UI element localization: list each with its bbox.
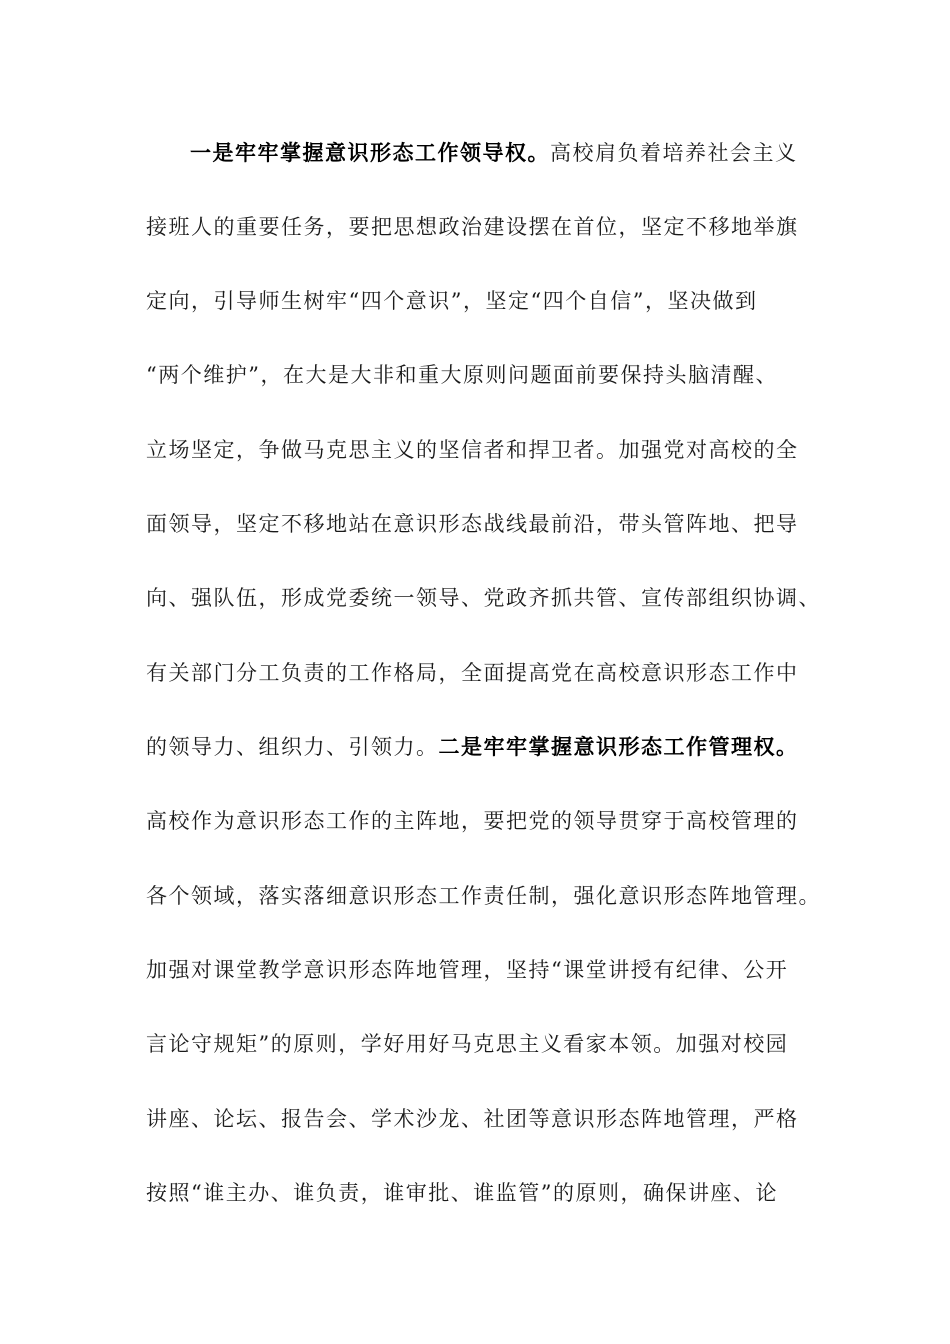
paragraph-line-14 — [146, 1099, 826, 1139]
paragraph-line-8 — [146, 653, 826, 693]
paragraph-line-15 — [146, 1173, 826, 1213]
line-text: 高校肩负着培养社会主义 — [550, 141, 798, 165]
line-text: 的领导力、组织力、引领力。 — [146, 735, 439, 759]
line-text: 向、强队伍，形成党委统一领导、党政齐抓共管、宣传部组织协调、 — [146, 586, 821, 610]
paragraph-line-9 — [146, 727, 826, 767]
paragraph-line-4 — [146, 355, 826, 395]
line-text: 有关部门分工负责的工作格局，全面提高党在高校意识形态工作中 — [146, 661, 799, 685]
paragraph-line-10 — [146, 801, 826, 841]
paragraph-line-6 — [146, 504, 826, 544]
paragraph-line-11 — [146, 876, 826, 916]
line-text: 高校作为意识形态工作的主阵地，要把党的领导贯穿于高校管理的 — [146, 809, 799, 833]
bold-heading-leadership: 一是牢牢掌握意识形态工作领导权。 — [190, 141, 550, 165]
line-text: 按照“谁主办、谁负责，谁审批、谁监管”的原则，确保讲座、论 — [146, 1181, 778, 1205]
line-text: 各个领域，落实落细意识形态工作责任制，强化意识形态阵地管理。 — [146, 884, 821, 908]
paragraph-line-7 — [146, 578, 826, 618]
line-text: 接班人的重要任务，要把思想政治建设摆在首位，坚定不移地举旗 — [146, 215, 799, 239]
line-text: “两个维护”，在大是大非和重大原则问题面前要保持头脑清醒、 — [146, 363, 778, 387]
line-text: 面领导，坚定不移地站在意识形态战线最前沿，带头管阵地、把导 — [146, 512, 799, 536]
paragraph-line-2 — [146, 207, 826, 247]
line-text: 加强对课堂教学意识形态阵地管理，坚持“课堂讲授有纪律、公开 — [146, 958, 789, 982]
line-text: 言论守规矩”的原则，学好用好马克思主义看家本领。加强对校园 — [146, 1032, 789, 1056]
paragraph-line-12 — [146, 950, 826, 990]
paragraph-line-13 — [146, 1024, 826, 1064]
line-text: 立场坚定，争做马克思主义的坚信者和捍卫者。加强党对高校的全 — [146, 438, 799, 462]
bold-heading-management: 二是牢牢掌握意识形态工作管理权。 — [438, 735, 799, 759]
line-text: 讲座、论坛、报告会、学术沙龙、社团等意识形态阵地管理，严格 — [146, 1107, 799, 1131]
line-text: 定向，引导师生树牢“四个意识”，坚定“四个自信”，坚决做到 — [146, 289, 758, 313]
paragraph-line-1 — [190, 133, 830, 173]
paragraph-line-5 — [146, 430, 826, 470]
paragraph-line-3 — [146, 281, 826, 321]
